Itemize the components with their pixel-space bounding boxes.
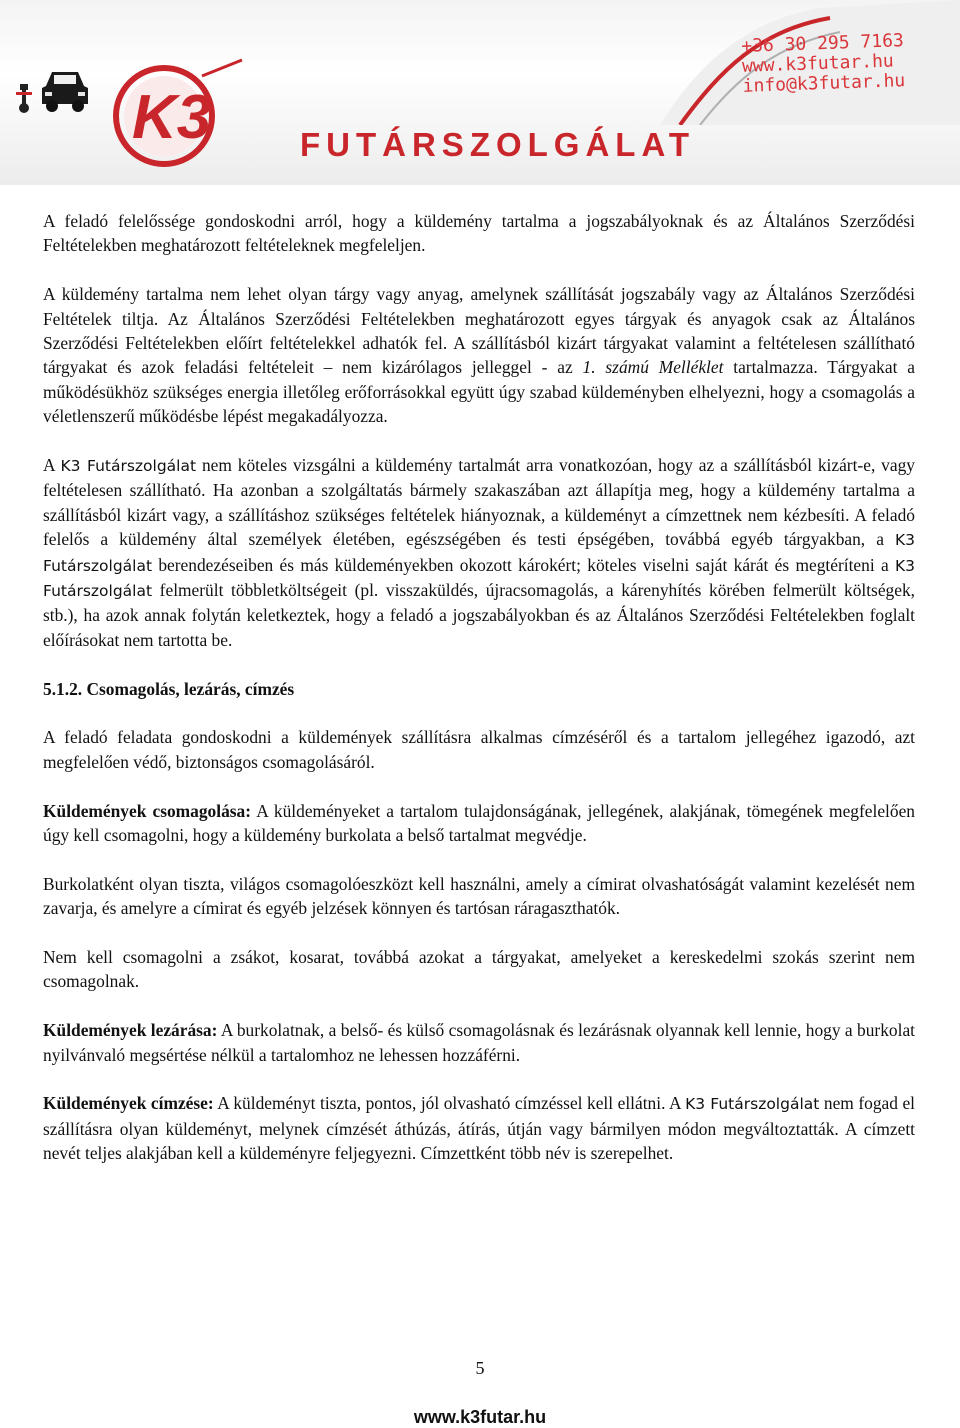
brand-mention: K3 Futárszolgálat	[60, 457, 197, 476]
car-icon	[40, 66, 90, 114]
contact-info	[741, 31, 906, 97]
text-run: felmerült többletköltségeit (pl. visszaküldés, újracsomagolás, a kárenyhítés körében felmerült költségek, stb.), ha azok annak folytán keletkeztek, hogy a feladó a jogszabályokban és az Általános Szerződési Feltételekben foglalt előírásokat nem tartotta be.	[43, 580, 915, 650]
contact-website: www.k3futar.hu	[741, 50, 895, 77]
page-header	[0, 0, 960, 185]
term-label: Küldemények csomagolása:	[43, 800, 252, 821]
phone-number: +36 30 295 7163	[740, 30, 905, 57]
contact-email: info@k3futar.hu	[742, 70, 906, 97]
k3-logo-graphic	[92, 58, 252, 170]
paragraph-addressing	[43, 1091, 915, 1165]
document-body	[43, 209, 915, 1166]
scooter-icon	[12, 82, 36, 114]
page-number: 5	[475, 1358, 485, 1378]
text-run: tartalmazza. Tárgyakat a működésükhöz szükséges energia illetőleg erőforrásokkal együtt úgy szabad küldeményben elhelyezni, hogy a csomagolás a véletlenszerű működésbe lépést megakadályozza.	[43, 357, 915, 427]
brand-title: FUTÁRSZOLGÁLAT	[300, 126, 696, 163]
text-run: A	[43, 455, 61, 476]
paragraph-responsibility: A feladó felelőssége gondoskodni arról, hogy a küldemény tartalma a jogszabályoknak és az Általános Szerződési Feltételekben meghatározott feltételeknek megfeleljen.	[43, 211, 915, 256]
section-heading: 5.1.2. Csomagolás, lezárás, címzés	[43, 678, 295, 699]
paragraph-no-packaging: Nem kell csomagolni a zsákot, kosarat, továbbá azokat a tárgyakat, amelyeket a kereskedelmi szokás szerint nem csomagolnak.	[43, 947, 915, 992]
brand-mention: K3 Futárszolgálat	[43, 531, 915, 575]
paragraph-sender-duty: A feladó feladata gondoskodni a küldemények szállításra alkalmas címzéséről és a tartalom jellegéhez igazodó, azt megfelelően védő, biztonságos csomagolásáról.	[43, 727, 915, 772]
text-run: berendezéseiben és más küldeményekben okozott károkért; köteles viselni saját kárát és megtéríteni a	[152, 554, 895, 575]
paragraph-prohibited-items	[43, 282, 915, 428]
paragraph-sealing	[43, 1018, 915, 1067]
k3-logo	[92, 58, 252, 170]
footer-url: www.k3futar.hu	[413, 1407, 547, 1427]
logo-lettering: K3	[132, 83, 212, 152]
text-run: A küldemény tartalma nem lehet olyan tárgy vagy anyag, amelynek szállítását jogszabály vagy az Általános Szerződési Feltételek tiltja. Az Általános Szerződési Feltételekben meghatározott egyes tárgyak és anyagok csak az Általános Szerződési Feltételekben előírt feltételekkel adhatók fel. A szállításból kizárt tárgyakat valamint a feltételesen szállítható tárgyakat és azok feladási feltételeit – nem kizárólagos jelleggel - az	[43, 284, 915, 378]
paragraph-packaging	[43, 799, 915, 848]
brand-mention: K3 Futárszolgálat	[43, 556, 915, 601]
text-run: nem fogad el szállításra olyan küldeményt, melynek címzését áthúzás, átírás, útján vagy bármilyen módon megváltoztatták. A címzett nevét teljes alakjában kell a küldeményre feljegyezni. Címzettként több név is szerepelhet.	[43, 1093, 916, 1164]
paragraph-wrapping-material: Burkolatként olyan tiszta, világos csomagolóeszközt kell használni, amely a címirat olvashatóságát valamint kezelését nem zavarja, és amelyre a címirat és egyéb jelzések könnyen és tartósan ráragaszthatók.	[43, 873, 915, 919]
text-run: A küldeményt tiszta, pontos, jól olvasható címzéssel kell ellátni. A	[213, 1093, 686, 1114]
text-run: nem köteles vizsgálni a küldemény tartalmát arra vonatkozóan, hogy az a szállításból kizárt-e, vagy feltételesen szállítható. Ha azonban a szolgáltatás bármely szakaszában azt állapítja meg, hogy a küldemény tartalma a szállításból kizárt vagy, a szállításhoz szükséges feltételek hiányoznak, a küldeményt a címzettnek nem kézbesíti. A feladó felelős a küldemény által személyek életében, egészségében és testi épségében, továbbá egyéb tárgyakban, a	[43, 455, 915, 550]
annex-reference: 1. számú Melléklet	[582, 357, 724, 378]
term-label: Küldemények lezárása:	[43, 1020, 218, 1041]
text-run: A burkolatnak, a belső- és külső csomagolásnak és lezárásnak olyannak kell lennie, hogy a burkolat nyilvánvaló megsértése nélkül a tartalomhoz ne lehessen hozzáférni.	[43, 1020, 915, 1065]
paragraph-content-check	[43, 453, 915, 652]
brand-mention: K3 Futárszolgálat	[685, 1095, 820, 1114]
term-label: Küldemények címzése:	[43, 1093, 214, 1114]
text-run: A küldeményeket a tartalom tulajdonságának, jellegének, alakjának, tömegének megfelelően úgy kell csomagolni, hogy a küldemény burkolata a belső tartalmat megvédje.	[43, 800, 915, 846]
